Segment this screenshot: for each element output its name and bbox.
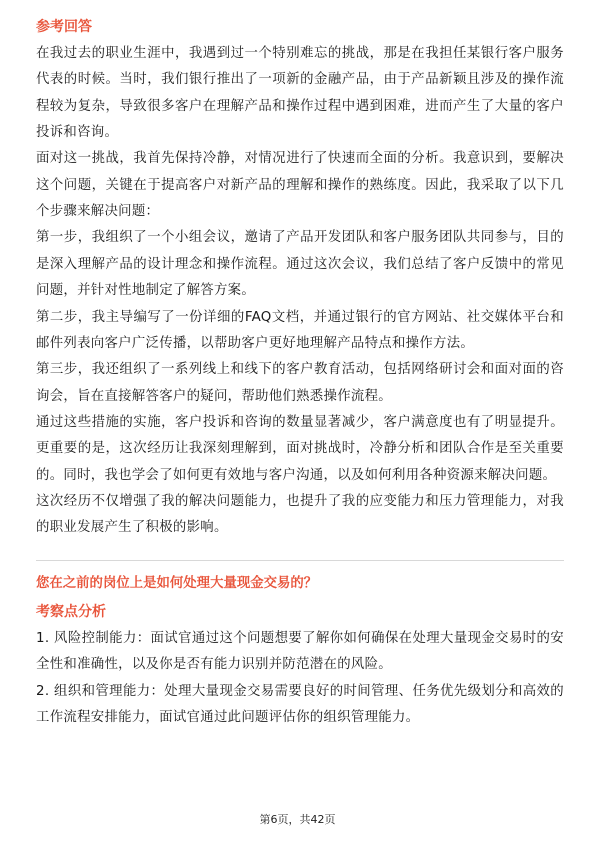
question-title: 您在之前的岗位上是如何处理大量现金交易的？ xyxy=(36,575,318,591)
reference-answer-heading: 参考回答 xyxy=(36,19,92,35)
analysis-body xyxy=(36,626,564,731)
answer-paragraph: 通过这些措施的实施，客户投诉和咨询的数量显著减少，客户满意度也有了明显提升。更重要的是，这次经历让我深刻理解到，面对挑战时，冷静分析和团队合作是至关重要的。同时，我也学会了如何更有效地与客户沟通，以及如何利用各种资源来解决问题。 xyxy=(36,415,564,483)
analysis-point: 2. 组织和管理能力：处理大量现金交易需要良好的时间管理、任务优先级划分和高效的工作流程安排能力，面试官通过此问题评估你的组织管理能力。 xyxy=(36,683,564,725)
page-number: 第6页，共42页 xyxy=(259,813,336,826)
analysis-point: 1. 风险控制能力：面试官通过这个问题想要了解你如何确保在处理大量现金交易时的安全性和准确性，以及你是否有能力识别并防范潜在的风险。 xyxy=(36,630,564,673)
answer-paragraph: 这次经历不仅增强了我的解决问题能力，也提升了我的应变能力和压力管理能力，对我的职业发展产生了积极的影响。 xyxy=(36,494,564,536)
analysis-heading: 考察点分析 xyxy=(36,603,106,620)
answer-paragraph: 第二步，我主导编写了一份详细的FAQ文档，并通过银行的官方网站、社交媒体平台和邮件列表向客户广泛传播，以帮助客户更好地理解产品特点和操作方法。 xyxy=(36,309,564,351)
answer-paragraph: 第一步，我组织了一个小组会议，邀请了产品开发团队和客户服务团队共同参与，目的是深入理解产品的设计理念和操作流程。通过这次会议，我们总结了客户反馈中的常见问题，并针对性地制定了解答方案。 xyxy=(36,230,564,299)
answer-paragraph: 面对这一挑战，我首先保持冷静，对情况进行了快速而全面的分析。我意识到，要解决这个问题，关键在于提高客户对新产品的理解和操作的熟练度。因此，我采取了以下几个步骤来解决问题： xyxy=(36,151,564,219)
document-page xyxy=(36,16,564,731)
section-divider xyxy=(36,560,564,561)
answer-paragraph: 第三步，我还组织了一系列线上和线下的客户教育活动，包括网络研讨会和面对面的咨询会，旨在直接解答客户的疑问，帮助他们熟悉操作流程。 xyxy=(36,362,564,404)
answer-paragraph: 在我过去的职业生涯中，我遇到过一个特别难忘的挑战，那是在我担任某银行客户服务代表的时候。当时，我们银行推出了一项新的金融产品，由于产品新颖且涉及的操作流程较为复杂，导致很多客户在理解产品和操作过程中遇到困难，进而产生了大量的客户投诉和咨询。 xyxy=(36,46,564,140)
answer-body xyxy=(36,41,564,542)
